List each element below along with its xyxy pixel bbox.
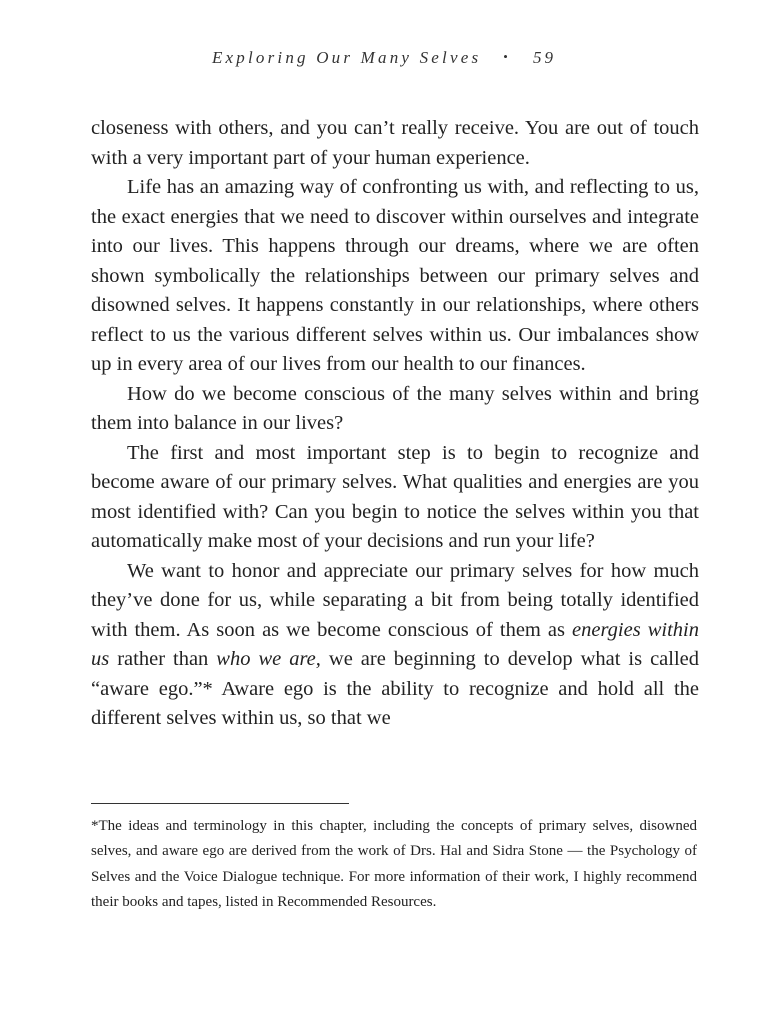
paragraph-5-italic-1: energies within us [91, 618, 699, 670]
running-title: Exploring Our Many Selves [211, 48, 482, 67]
paragraph-5-part-2: rather than [109, 648, 217, 670]
footnote-rule [91, 803, 349, 804]
paragraph-2: Life has an amazing way of confronting us with, and reflecting to us, the exact energies that we need to discover within ourselves and integrate into our lives. This happens through our dreams, where we are often shown symbolically the relationships between our primary selves and disowned selves. It happens constantly in our relationships, where others reflect to us the various different selves within us. Our imbalances show up in every area of our lives from our health to our finances. [91, 176, 699, 375]
paragraph-3: How do we become conscious of the many selves within and bring them into balance in our lives? [91, 382, 699, 434]
body-text [91, 114, 699, 734]
footnote: *The ideas and terminology in this chapter, including the concepts of primary selves, disowned selves, and aware ego are derived from the work of Drs. Hal and Sidra Stone — the Psychology of Selves and the Voice Dialogue technique. For more information of their work, I highly recommend their books and tapes, listed in Recommended Resources. [91, 818, 697, 910]
paragraph-5-part-3: we are beginning to develop what is called “aware ego.”* Aware ego is the ability to recognize and hold all the different selves within us, so that we [91, 648, 700, 729]
paragraph-5-part-1: We want to honor and appreciate our primary selves for how much they’ve done for us, while separating a bit from being totally identified with them. As soon as we become conscious of them as [91, 559, 699, 641]
paragraph-1: closeness with others, and you can’t really receive. You are out of touch with a very important part of your human experience. [91, 117, 699, 169]
running-header [0, 48, 768, 68]
paragraph-4: The first and most important step is to begin to recognize and become aware of our primary selves. What qualities and energies are you most identified with? Can you begin to notice the selves within you that automatically make most of your decisions and run your life? [91, 441, 699, 552]
page-number: 59 [533, 48, 557, 67]
header-bullet: • [503, 49, 512, 64]
paragraph-5 [91, 557, 699, 734]
paragraph-5-italic-2: who we are, [216, 648, 321, 670]
